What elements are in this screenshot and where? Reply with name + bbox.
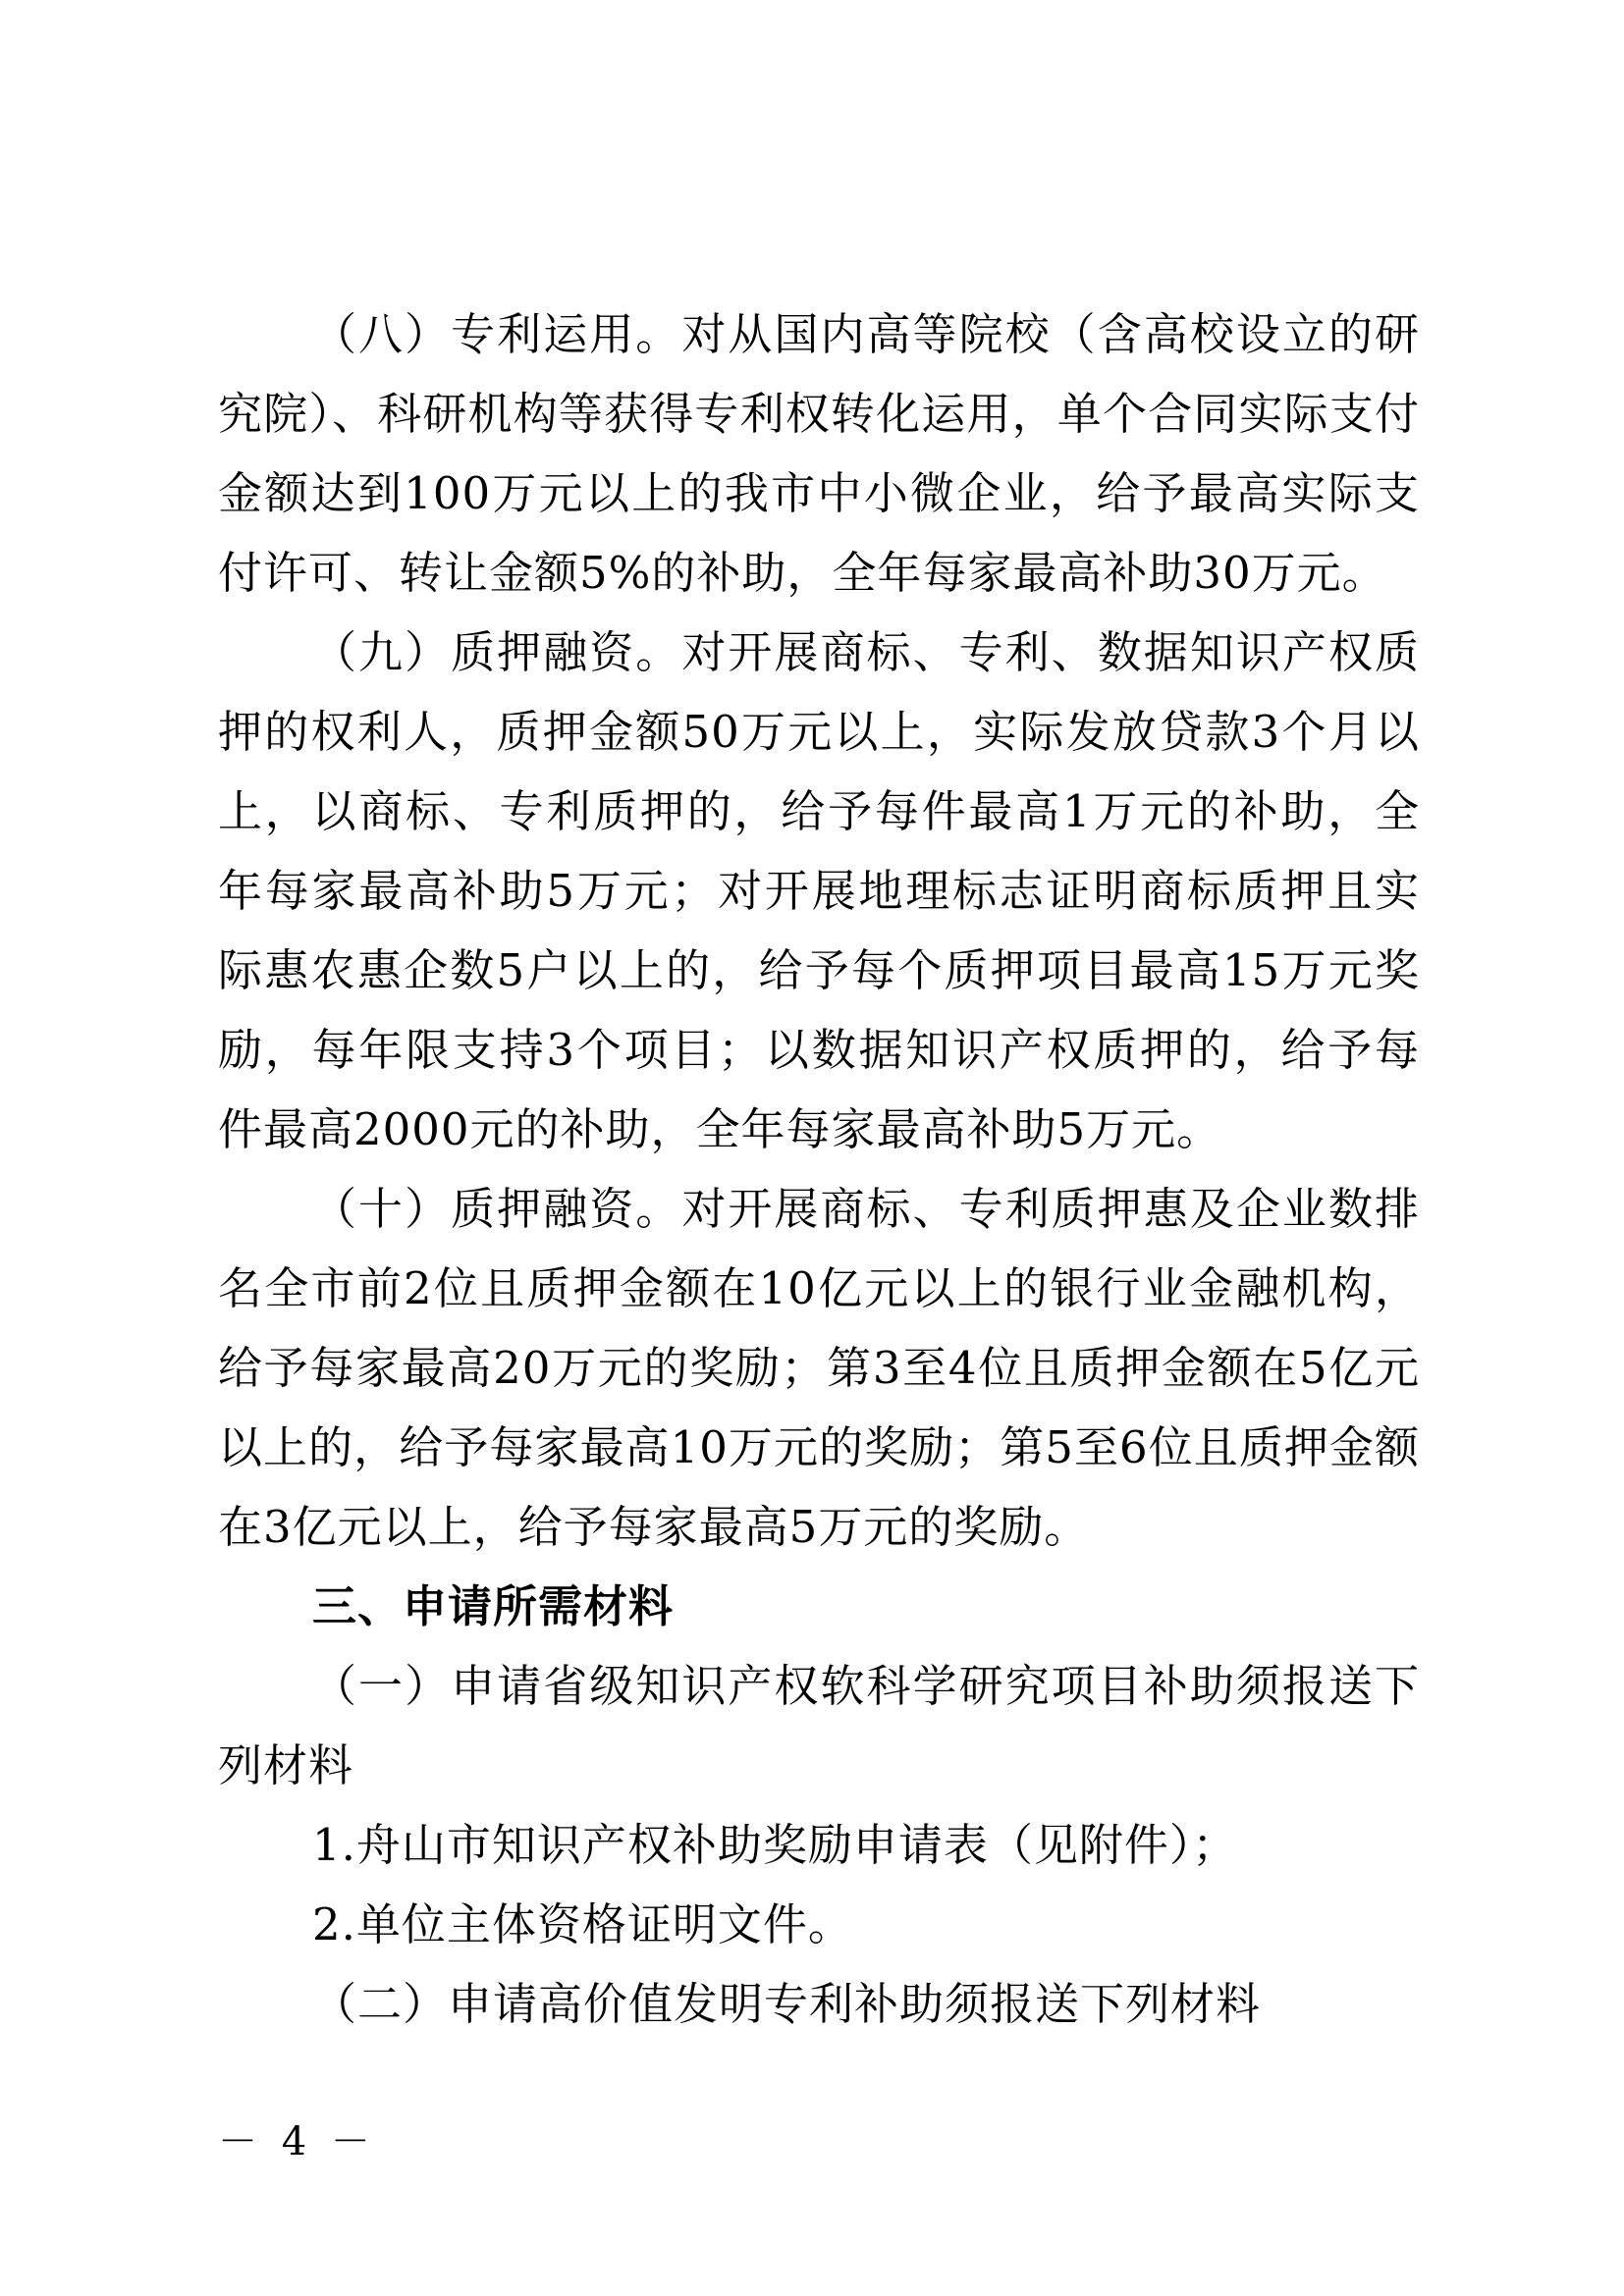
page-number: － 4 － (218, 2119, 376, 2164)
list-item: 2.单位主体资格证明文件。 (312, 1898, 853, 1950)
subsection-heading-2: （二）申请高价值发明专利补助须报送下列材料 (312, 1978, 1262, 2030)
list-item: 1.舟山市知识产权补助奖励申请表（见附件）； (312, 1819, 1238, 1871)
paragraph-pledge-financing-1: （九）质押融资。对开展商标、专利、数据知识产权质押的权利人，质押金额50万元以上，实际发放贷款3个月以上，以商标、专利质押的，给予每件最高1万元的补助，全年每家最高补助5万元；对开展地理标志证明商标质押且实际惠农惠企数5户以上的，给予每个质押项目最高15万元奖励，每年限支持3个项目；以数据知识产权质押的，给予每件最高2000元的补助，全年每家最高补助5万元。 (218, 626, 1420, 1155)
paragraph-pledge-financing-2: （十）质押融资。对开展商标、专利质押惠及企业数排名全市前2位且质押金额在10亿元以上的银行业金融机构，给予每家最高20万元的奖励；第3至4位且质押金额在5亿元以上的，给予每家最高10万元的奖励；第5至6位且质押金额在3亿元以上，给予每家最高5万元的奖励。 (218, 1183, 1420, 1553)
paragraph-patent-use: （八）专利运用。对从国内高等院校（含高校设立的研究院）、科研机构等获得专利权转化运用，单个合同实际支付金额达到100万元以上的我市中小微企业，给予最高实际支付许可、转让金额5%的补助，全年每家最高补助30万元。 (218, 308, 1420, 599)
section-heading: 三、申请所需材料 (312, 1580, 675, 1632)
document-body (218, 294, 1420, 2044)
subsection-heading-1: （一）申请省级知识产权软科学研究项目补助须报送下列材料 (218, 1660, 1420, 1791)
